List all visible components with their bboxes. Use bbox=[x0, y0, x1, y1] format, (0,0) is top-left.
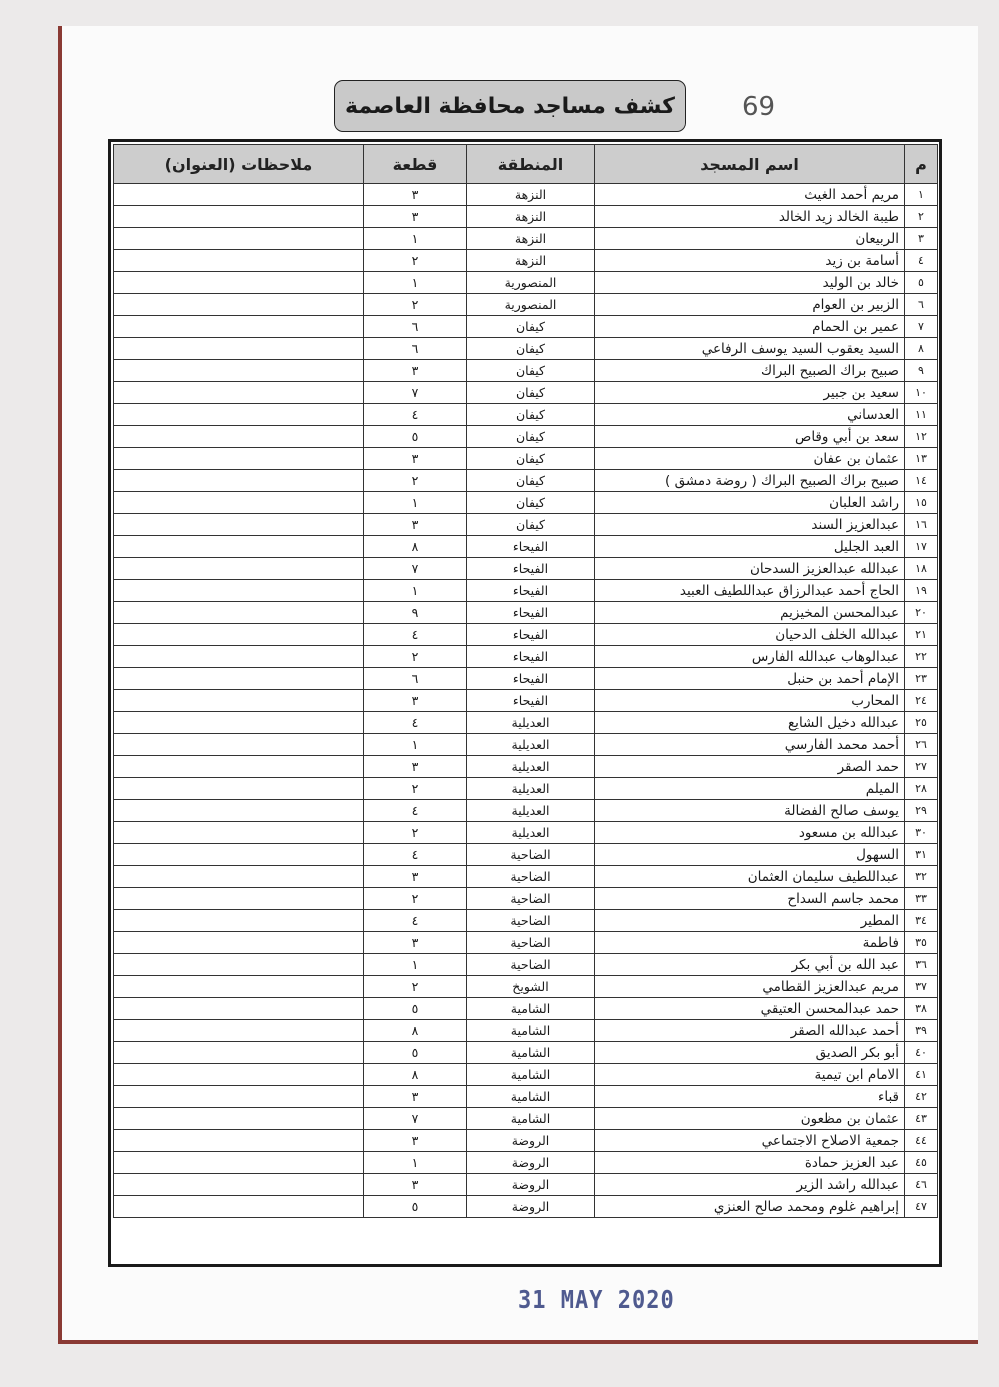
cell-area: الشامية bbox=[467, 1064, 595, 1086]
cell-name: العبد الجليل bbox=[595, 536, 905, 558]
cell-num: ٣ bbox=[905, 228, 938, 250]
cell-name: أسامة بن زيد bbox=[595, 250, 905, 272]
cell-name: أحمد عبدالله الصقر bbox=[595, 1020, 905, 1042]
cell-plot: ١ bbox=[364, 580, 467, 602]
cell-plot: ٢ bbox=[364, 778, 467, 800]
cell-area: كيفان bbox=[467, 426, 595, 448]
cell-plot: ٢ bbox=[364, 250, 467, 272]
cell-name: عبدالله راشد الزير bbox=[595, 1174, 905, 1196]
table-row bbox=[114, 448, 938, 470]
cell-notes bbox=[114, 1042, 364, 1064]
header-plot: قطعة bbox=[364, 145, 467, 184]
cell-plot: ٤ bbox=[364, 800, 467, 822]
cell-notes bbox=[114, 272, 364, 294]
cell-num: ٢٤ bbox=[905, 690, 938, 712]
cell-notes bbox=[114, 1196, 364, 1218]
cell-name: عبد العزيز حمادة bbox=[595, 1152, 905, 1174]
table-row bbox=[114, 470, 938, 492]
table-row bbox=[114, 888, 938, 910]
cell-name: الامام ابن تيمية bbox=[595, 1064, 905, 1086]
table-header-row bbox=[114, 145, 938, 184]
cell-name: عبداللطيف سليمان العثمان bbox=[595, 866, 905, 888]
cell-area: المنصورية bbox=[467, 272, 595, 294]
cell-area: العديلية bbox=[467, 778, 595, 800]
cell-name: سعيد بن جبير bbox=[595, 382, 905, 404]
cell-plot: ٦ bbox=[364, 316, 467, 338]
table-row bbox=[114, 668, 938, 690]
table-row bbox=[114, 206, 938, 228]
cell-num: ٨ bbox=[905, 338, 938, 360]
cell-num: ٢٣ bbox=[905, 668, 938, 690]
table-row bbox=[114, 294, 938, 316]
cell-name: عبدالوهاب عبدالله الفارس bbox=[595, 646, 905, 668]
table-row bbox=[114, 998, 938, 1020]
cell-plot: ٨ bbox=[364, 536, 467, 558]
table-row bbox=[114, 338, 938, 360]
cell-area: الضاحية bbox=[467, 888, 595, 910]
cell-notes bbox=[114, 426, 364, 448]
cell-num: ٢٦ bbox=[905, 734, 938, 756]
cell-plot: ٦ bbox=[364, 338, 467, 360]
cell-area: الروضة bbox=[467, 1152, 595, 1174]
cell-name: فاطمة bbox=[595, 932, 905, 954]
table-row bbox=[114, 734, 938, 756]
cell-notes bbox=[114, 954, 364, 976]
cell-notes bbox=[114, 932, 364, 954]
cell-name: صبيح براك الصبيح البراك bbox=[595, 360, 905, 382]
cell-notes bbox=[114, 184, 364, 206]
cell-plot: ٣ bbox=[364, 866, 467, 888]
header-name: اسم المسجد bbox=[595, 145, 905, 184]
cell-num: ٢٠ bbox=[905, 602, 938, 624]
cell-plot: ٥ bbox=[364, 1042, 467, 1064]
cell-notes bbox=[114, 382, 364, 404]
cell-notes bbox=[114, 822, 364, 844]
cell-notes bbox=[114, 690, 364, 712]
cell-plot: ٤ bbox=[364, 624, 467, 646]
cell-name: السيد يعقوب السيد يوسف الرفاعي bbox=[595, 338, 905, 360]
cell-plot: ٥ bbox=[364, 998, 467, 1020]
cell-notes bbox=[114, 536, 364, 558]
cell-plot: ٤ bbox=[364, 844, 467, 866]
header-notes: ملاحظات (العنوان) bbox=[114, 145, 364, 184]
cell-area: الضاحية bbox=[467, 910, 595, 932]
cell-notes bbox=[114, 646, 364, 668]
cell-plot: ٥ bbox=[364, 426, 467, 448]
cell-name: عبد الله بن أبي بكر bbox=[595, 954, 905, 976]
cell-plot: ٧ bbox=[364, 1108, 467, 1130]
cell-notes bbox=[114, 1174, 364, 1196]
cell-name: مريم عبدالعزيز القطامي bbox=[595, 976, 905, 998]
cell-num: ١٢ bbox=[905, 426, 938, 448]
page-number: 69 bbox=[742, 92, 776, 122]
cell-num: ٤٢ bbox=[905, 1086, 938, 1108]
cell-plot: ١ bbox=[364, 954, 467, 976]
cell-area: الشويخ bbox=[467, 976, 595, 998]
cell-notes bbox=[114, 888, 364, 910]
table-row bbox=[114, 690, 938, 712]
cell-plot: ٣ bbox=[364, 360, 467, 382]
cell-plot: ٣ bbox=[364, 1130, 467, 1152]
cell-num: ٤١ bbox=[905, 1064, 938, 1086]
cell-num: ٣٨ bbox=[905, 998, 938, 1020]
cell-num: ٢٨ bbox=[905, 778, 938, 800]
cell-area: النزهة bbox=[467, 250, 595, 272]
table-row bbox=[114, 1108, 938, 1130]
cell-area: الشامية bbox=[467, 998, 595, 1020]
table-row bbox=[114, 558, 938, 580]
table-row bbox=[114, 778, 938, 800]
cell-num: ١٨ bbox=[905, 558, 938, 580]
table-row bbox=[114, 1042, 938, 1064]
cell-plot: ٢ bbox=[364, 976, 467, 998]
cell-name: عبدالمحسن المخيزيم bbox=[595, 602, 905, 624]
cell-num: ٢١ bbox=[905, 624, 938, 646]
cell-num: ٣٣ bbox=[905, 888, 938, 910]
cell-name: أحمد محمد الفارسي bbox=[595, 734, 905, 756]
cell-name: قباء bbox=[595, 1086, 905, 1108]
cell-plot: ٣ bbox=[364, 690, 467, 712]
cell-notes bbox=[114, 800, 364, 822]
table-row bbox=[114, 624, 938, 646]
cell-area: الضاحية bbox=[467, 954, 595, 976]
cell-area: العديلية bbox=[467, 822, 595, 844]
cell-notes bbox=[114, 338, 364, 360]
cell-plot: ٥ bbox=[364, 1196, 467, 1218]
header-num: م bbox=[905, 145, 938, 184]
cell-plot: ١ bbox=[364, 734, 467, 756]
cell-num: ٣٠ bbox=[905, 822, 938, 844]
cell-num: ١٣ bbox=[905, 448, 938, 470]
table-row bbox=[114, 712, 938, 734]
cell-plot: ٢ bbox=[364, 888, 467, 910]
cell-area: الشامية bbox=[467, 1108, 595, 1130]
table-row bbox=[114, 228, 938, 250]
document-title: كشف مساجد محافظة العاصمة bbox=[345, 93, 675, 119]
cell-notes bbox=[114, 206, 364, 228]
cell-num: ٦ bbox=[905, 294, 938, 316]
table-row bbox=[114, 382, 938, 404]
cell-area: الروضة bbox=[467, 1196, 595, 1218]
cell-area: كيفان bbox=[467, 404, 595, 426]
table-row bbox=[114, 646, 938, 668]
cell-num: ٣١ bbox=[905, 844, 938, 866]
cell-name: عبدالله دخيل الشايع bbox=[595, 712, 905, 734]
cell-num: ٩ bbox=[905, 360, 938, 382]
cell-num: ١٤ bbox=[905, 470, 938, 492]
cell-notes bbox=[114, 1086, 364, 1108]
cell-notes bbox=[114, 294, 364, 316]
cell-notes bbox=[114, 756, 364, 778]
table-row bbox=[114, 404, 938, 426]
cell-num: ٢ bbox=[905, 206, 938, 228]
cell-notes bbox=[114, 250, 364, 272]
cell-name: صبيح براك الصبيح البراك ( روضة دمشق ) bbox=[595, 470, 905, 492]
cell-notes bbox=[114, 514, 364, 536]
cell-name: عثمان بن مظعون bbox=[595, 1108, 905, 1130]
cell-num: ١٩ bbox=[905, 580, 938, 602]
cell-name: حمد الصقر bbox=[595, 756, 905, 778]
table-row bbox=[114, 866, 938, 888]
table-row bbox=[114, 536, 938, 558]
cell-num: ٤ bbox=[905, 250, 938, 272]
table-row bbox=[114, 932, 938, 954]
table-row bbox=[114, 1064, 938, 1086]
cell-name: عبدالله عبدالعزيز السدحان bbox=[595, 558, 905, 580]
cell-name: المطير bbox=[595, 910, 905, 932]
cell-area: الفيحاء bbox=[467, 536, 595, 558]
cell-num: ٧ bbox=[905, 316, 938, 338]
cell-name: العدساني bbox=[595, 404, 905, 426]
cell-name: حمد عبدالمحسن العتيقي bbox=[595, 998, 905, 1020]
cell-notes bbox=[114, 602, 364, 624]
cell-num: ٣٢ bbox=[905, 866, 938, 888]
cell-area: العديلية bbox=[467, 712, 595, 734]
cell-num: ١٥ bbox=[905, 492, 938, 514]
cell-name: الإمام أحمد بن حنبل bbox=[595, 668, 905, 690]
table-row bbox=[114, 360, 938, 382]
page-edge-bottom bbox=[58, 1340, 978, 1344]
page-edge-left bbox=[58, 26, 62, 1344]
cell-num: ١١ bbox=[905, 404, 938, 426]
cell-notes bbox=[114, 668, 364, 690]
cell-name: عبدالله بن مسعود bbox=[595, 822, 905, 844]
cell-num: ٢٧ bbox=[905, 756, 938, 778]
cell-notes bbox=[114, 404, 364, 426]
cell-notes bbox=[114, 976, 364, 998]
table-row bbox=[114, 426, 938, 448]
cell-area: الفيحاء bbox=[467, 690, 595, 712]
cell-area: العديلية bbox=[467, 734, 595, 756]
cell-plot: ٤ bbox=[364, 910, 467, 932]
cell-name: أبو بكر الصديق bbox=[595, 1042, 905, 1064]
cell-notes bbox=[114, 492, 364, 514]
cell-name: الربيعان bbox=[595, 228, 905, 250]
cell-num: ١ bbox=[905, 184, 938, 206]
cell-num: ٢٢ bbox=[905, 646, 938, 668]
cell-area: الضاحية bbox=[467, 932, 595, 954]
cell-plot: ٨ bbox=[364, 1020, 467, 1042]
cell-name: طيبة الخالد زيد الخالد bbox=[595, 206, 905, 228]
cell-num: ٣٥ bbox=[905, 932, 938, 954]
cell-notes bbox=[114, 580, 364, 602]
cell-notes bbox=[114, 998, 364, 1020]
cell-num: ٤٣ bbox=[905, 1108, 938, 1130]
cell-plot: ٣ bbox=[364, 756, 467, 778]
cell-notes bbox=[114, 1064, 364, 1086]
cell-plot: ٣ bbox=[364, 1174, 467, 1196]
cell-num: ٤٥ bbox=[905, 1152, 938, 1174]
cell-name: عبدالعزيز السند bbox=[595, 514, 905, 536]
cell-notes bbox=[114, 1108, 364, 1130]
cell-name: جمعية الاصلاح الاجتماعي bbox=[595, 1130, 905, 1152]
cell-notes bbox=[114, 316, 364, 338]
table-row bbox=[114, 316, 938, 338]
cell-area: الفيحاء bbox=[467, 646, 595, 668]
cell-area: الشامية bbox=[467, 1020, 595, 1042]
table-row bbox=[114, 822, 938, 844]
cell-plot: ٧ bbox=[364, 558, 467, 580]
cell-num: ١٠ bbox=[905, 382, 938, 404]
table-row bbox=[114, 1152, 938, 1174]
cell-name: خالد بن الوليد bbox=[595, 272, 905, 294]
cell-name: السهول bbox=[595, 844, 905, 866]
cell-plot: ٣ bbox=[364, 448, 467, 470]
cell-name: الزبير بن العوام bbox=[595, 294, 905, 316]
cell-num: ١٦ bbox=[905, 514, 938, 536]
cell-plot: ٤ bbox=[364, 404, 467, 426]
cell-num: ٥ bbox=[905, 272, 938, 294]
table-row bbox=[114, 800, 938, 822]
cell-notes bbox=[114, 360, 364, 382]
table-row bbox=[114, 602, 938, 624]
cell-area: كيفان bbox=[467, 448, 595, 470]
table-row bbox=[114, 580, 938, 602]
cell-num: ٤٠ bbox=[905, 1042, 938, 1064]
cell-area: الفيحاء bbox=[467, 558, 595, 580]
cell-plot: ٣ bbox=[364, 514, 467, 536]
table-row bbox=[114, 1196, 938, 1218]
cell-notes bbox=[114, 712, 364, 734]
cell-area: النزهة bbox=[467, 206, 595, 228]
cell-area: النزهة bbox=[467, 184, 595, 206]
cell-area: الفيحاء bbox=[467, 580, 595, 602]
cell-name: راشد العلبان bbox=[595, 492, 905, 514]
cell-name: يوسف صالح الفضالة bbox=[595, 800, 905, 822]
table-row bbox=[114, 272, 938, 294]
cell-plot: ٣ bbox=[364, 1086, 467, 1108]
cell-name: سعد بن أبي وقاص bbox=[595, 426, 905, 448]
table-row bbox=[114, 250, 938, 272]
cell-area: الفيحاء bbox=[467, 668, 595, 690]
cell-notes bbox=[114, 558, 364, 580]
table-row bbox=[114, 492, 938, 514]
cell-area: الشامية bbox=[467, 1086, 595, 1108]
table-row bbox=[114, 756, 938, 778]
cell-notes bbox=[114, 734, 364, 756]
cell-area: الروضة bbox=[467, 1174, 595, 1196]
table-row bbox=[114, 184, 938, 206]
cell-area: العديلية bbox=[467, 800, 595, 822]
cell-num: ٤٦ bbox=[905, 1174, 938, 1196]
table-row bbox=[114, 514, 938, 536]
table-row bbox=[114, 1020, 938, 1042]
cell-area: كيفان bbox=[467, 470, 595, 492]
cell-plot: ٦ bbox=[364, 668, 467, 690]
cell-name: الحاج أحمد عبدالرزاق عبداللطيف العبيد bbox=[595, 580, 905, 602]
cell-notes bbox=[114, 470, 364, 492]
cell-num: ٤٤ bbox=[905, 1130, 938, 1152]
cell-plot: ٣ bbox=[364, 206, 467, 228]
cell-notes bbox=[114, 1130, 364, 1152]
cell-num: ٣٩ bbox=[905, 1020, 938, 1042]
cell-area: كيفان bbox=[467, 492, 595, 514]
cell-plot: ١ bbox=[364, 1152, 467, 1174]
cell-area: الضاحية bbox=[467, 844, 595, 866]
table-body bbox=[114, 184, 938, 1218]
cell-num: ٢٥ bbox=[905, 712, 938, 734]
title-box bbox=[334, 80, 686, 132]
cell-area: كيفان bbox=[467, 316, 595, 338]
cell-plot: ٢ bbox=[364, 470, 467, 492]
cell-area: كيفان bbox=[467, 514, 595, 536]
cell-num: ٢٩ bbox=[905, 800, 938, 822]
cell-plot: ١ bbox=[364, 492, 467, 514]
cell-name: إبراهيم غلوم ومحمد صالح العنزي bbox=[595, 1196, 905, 1218]
table-row bbox=[114, 1174, 938, 1196]
cell-area: كيفان bbox=[467, 338, 595, 360]
cell-notes bbox=[114, 910, 364, 932]
cell-area: النزهة bbox=[467, 228, 595, 250]
cell-area: الضاحية bbox=[467, 866, 595, 888]
cell-plot: ٢ bbox=[364, 294, 467, 316]
mosques-table-frame bbox=[108, 139, 942, 1267]
cell-area: المنصورية bbox=[467, 294, 595, 316]
cell-name: مريم أحمد الغيث bbox=[595, 184, 905, 206]
cell-plot: ٣ bbox=[364, 184, 467, 206]
cell-name: الميلم bbox=[595, 778, 905, 800]
table-row bbox=[114, 1086, 938, 1108]
cell-plot: ١ bbox=[364, 272, 467, 294]
date-stamp: 31 MAY 2020 bbox=[518, 1286, 675, 1315]
cell-notes bbox=[114, 866, 364, 888]
cell-name: عبدالله الخلف الدحيان bbox=[595, 624, 905, 646]
cell-plot: ٢ bbox=[364, 822, 467, 844]
cell-num: ٣٦ bbox=[905, 954, 938, 976]
cell-notes bbox=[114, 624, 364, 646]
cell-name: محمد جاسم السداح bbox=[595, 888, 905, 910]
table-row bbox=[114, 976, 938, 998]
cell-notes bbox=[114, 448, 364, 470]
cell-plot: ٣ bbox=[364, 932, 467, 954]
cell-notes bbox=[114, 844, 364, 866]
cell-plot: ٩ bbox=[364, 602, 467, 624]
cell-area: كيفان bbox=[467, 382, 595, 404]
cell-name: عثمان بن عفان bbox=[595, 448, 905, 470]
cell-plot: ٨ bbox=[364, 1064, 467, 1086]
cell-area: الفيحاء bbox=[467, 602, 595, 624]
cell-area: كيفان bbox=[467, 360, 595, 382]
cell-notes bbox=[114, 1152, 364, 1174]
cell-plot: ٢ bbox=[364, 646, 467, 668]
header-area: المنطقة bbox=[467, 145, 595, 184]
mosques-table bbox=[113, 144, 938, 1218]
cell-area: الشامية bbox=[467, 1042, 595, 1064]
cell-notes bbox=[114, 778, 364, 800]
table-row bbox=[114, 844, 938, 866]
cell-num: ٣٤ bbox=[905, 910, 938, 932]
cell-plot: ٤ bbox=[364, 712, 467, 734]
cell-notes bbox=[114, 1020, 364, 1042]
cell-name: عمير بن الحمام bbox=[595, 316, 905, 338]
cell-plot: ٧ bbox=[364, 382, 467, 404]
table-row bbox=[114, 910, 938, 932]
cell-num: ٤٧ bbox=[905, 1196, 938, 1218]
cell-num: ١٧ bbox=[905, 536, 938, 558]
cell-plot: ١ bbox=[364, 228, 467, 250]
cell-notes bbox=[114, 228, 364, 250]
table-row bbox=[114, 1130, 938, 1152]
cell-area: الروضة bbox=[467, 1130, 595, 1152]
cell-name: المحارب bbox=[595, 690, 905, 712]
cell-area: العديلية bbox=[467, 756, 595, 778]
table-row bbox=[114, 954, 938, 976]
cell-num: ٣٧ bbox=[905, 976, 938, 998]
cell-area: الفيحاء bbox=[467, 624, 595, 646]
